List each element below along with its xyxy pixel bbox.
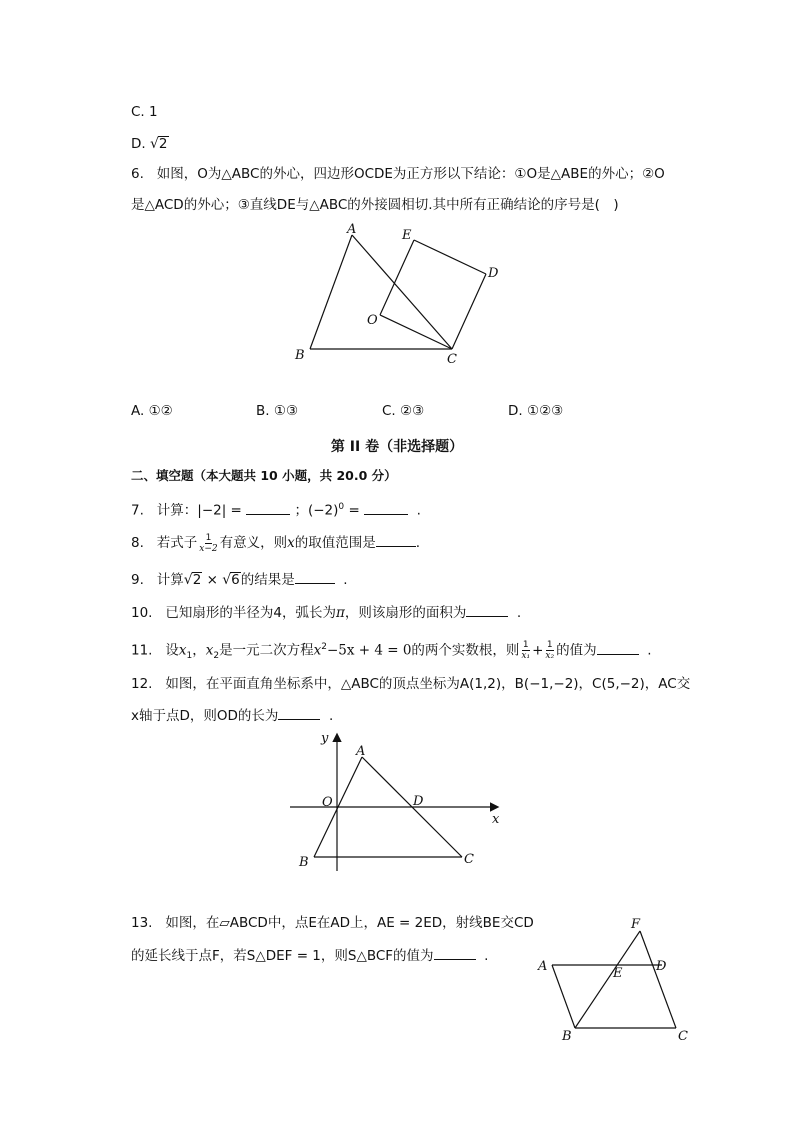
q5-option-c: C. 1 [131,104,158,120]
q6-edge-eo [380,240,414,315]
q6-edge-ab [310,235,352,349]
q7-number: 7. [131,502,144,519]
q11-plus: + [532,642,544,659]
q11-x1-sub: 1 [186,651,193,662]
q9-end: . [343,572,348,588]
q11-part-b: 是一元二次方程 [219,642,314,659]
q11-number: 11. [131,642,153,659]
q10-pi: π [335,605,345,621]
q11-fraction-2 [544,640,555,661]
q6-edge-ac [352,235,452,349]
sqrt-symbol: √ [222,572,232,588]
q13-label-a: A [538,959,548,974]
q6-label-e: E [402,228,412,243]
q12-label-y: y [321,731,329,746]
q6-label-d: D [488,266,499,281]
q8-part-b: 有意义，则 [219,535,288,551]
q13-edge-bf [575,931,640,1028]
q6-label-c: C [447,352,457,367]
q8-variable: x [287,535,295,551]
q9-part-a: 计算 [156,572,184,588]
q8-part-c: 的取值范围是 [294,535,376,551]
q6-label-a: A [347,222,357,237]
q13-blank[interactable] [434,945,476,960]
q12-label-x: x [492,812,500,827]
q7-part-b: ；(−2) [294,502,339,519]
q6-edge-oc [380,315,452,349]
q7 [131,497,421,521]
q13-text-line1: 如图，在▱ABCD中，点E在AD上，AE = 2ED，射线BE交CD [165,915,534,931]
q12-figure [285,727,510,875]
q6-edge-de [414,240,486,274]
q7-equals: = [348,502,360,519]
q13-figure [530,912,700,1046]
q13-label-d: D [656,959,667,974]
q13-label-c: C [678,1029,688,1044]
q12-label-c: C [464,852,474,867]
q6-text-line1: 如图，O为△ABC的外心，四边形OCDE为正方形以下结论：①O是△ABE的外心；②O [156,166,665,182]
q6-edge-cd [452,274,486,349]
q9-part-b: 的结果是 [240,572,295,588]
q8-blank[interactable] [376,532,416,547]
q9 [131,569,348,590]
q7-blank-1[interactable] [246,500,290,515]
sqrt-symbol: √ [149,136,159,152]
q5-option-d-radicand: 2 [158,136,168,152]
q6-label-b: B [295,348,305,363]
q10-part-a: 已知扇形的半径为4，弧长为 [165,605,336,621]
q9-radicand-2: 6 [231,572,240,588]
q9-times: × [206,572,218,588]
q6-option-b: B. ①③ [256,403,299,419]
q8 [131,532,420,554]
q6-option-c: C. ②③ [382,403,425,419]
q8-denominator: x−2 [199,543,218,554]
q11-x2-sub: 2 [213,651,220,662]
q12-number: 12. [131,676,153,692]
q6-line2: 是△ACD的外心；③直线DE与△ABC的外接圆相切.其中所有正确结论的序号是( ) [131,197,619,213]
q7-end: . [416,502,421,519]
q11-blank[interactable] [597,640,639,655]
q6-figure [290,218,510,368]
q8-part-a: 若式子 [156,535,198,551]
q10-number: 10. [131,605,153,621]
q13-line2 [131,945,488,966]
q12-line1 [131,674,690,694]
q12-label-a: A [356,744,366,759]
q7-exponent: 0 [338,502,345,512]
q8-end: . [415,535,421,551]
q11 [131,637,652,666]
section2-title: 二、填空题（本大题共 10 小题，共 20.0 分） [131,468,397,483]
q10-blank[interactable] [466,602,508,617]
q12-blank[interactable] [278,705,320,720]
q11-frac1-den: x₁ [521,651,531,661]
q12-label-o: O [322,795,333,810]
q11-eq-rest: −5x + 4 = 0 [326,642,412,659]
q13-edge-ab [552,965,575,1028]
q11-end: . [647,642,652,659]
q11-part-a: 设 [165,642,179,659]
q6-number: 6. [131,166,144,182]
q12-line2 [131,705,333,726]
q6-label-o: O [367,313,378,328]
q13-label-e: E [613,966,623,981]
q11-eq-x: x [313,642,322,659]
q11-x2: x [205,642,214,659]
q13-label-b: B [562,1029,572,1044]
q11-frac2-den: x₂ [545,651,555,661]
q12-text-line1: 如图，在平面直角坐标系中，△ABC的顶点坐标为A(1,2)，B(−1,−2)，C(5,−2)，AC交 [165,676,691,692]
q5-option-d-prefix: D. [131,136,150,152]
q13-label-f: F [631,917,641,932]
q13-number: 13. [131,915,153,931]
q9-radicand-1: 2 [192,572,202,588]
q7-blank-2[interactable] [364,500,408,515]
q13-edge-cf [640,931,676,1028]
q5-option-d [131,134,169,154]
q12-label-b: B [299,855,309,870]
q10 [131,602,521,623]
q12-end: . [329,708,334,724]
q11-frac1-num: 1 [522,640,529,650]
q11-part-c: 的两个实数根，则 [411,642,520,659]
q10-part-b: ，则该扇形的面积为 [344,605,467,621]
q13-end: . [484,948,489,964]
q11-x1: x [178,642,187,659]
q6-option-a: A. ①② [131,403,173,419]
q11-comma: ， [192,642,206,659]
q10-end: . [516,605,522,621]
q11-frac2-num: 1 [546,640,553,650]
q12-label-d: D [413,794,424,809]
q8-number: 8. [131,535,144,551]
q12-text-line2: x轴于点D，则OD的长为 [131,708,279,724]
q11-part-d: 的值为 [556,642,597,659]
sqrt-symbol: √ [183,572,193,588]
q6-option-d: D. ①②③ [508,403,564,419]
q8-numerator: 1 [205,532,212,543]
q13-line1 [131,913,534,933]
q6-line1 [131,164,665,184]
part2-title: 第 II 卷（非选择题） [330,439,464,455]
q9-blank[interactable] [295,569,335,584]
q13-text-line2: 的延长线于点F，若S△DEF = 1，则S△BCF的值为 [131,948,434,964]
q11-fraction-1 [520,640,531,661]
q9-number: 9. [131,572,144,588]
q11-eq-sup: 2 [321,642,327,652]
q8-fraction [198,533,218,554]
q7-part-a: 计算：|−2| = [156,502,242,519]
